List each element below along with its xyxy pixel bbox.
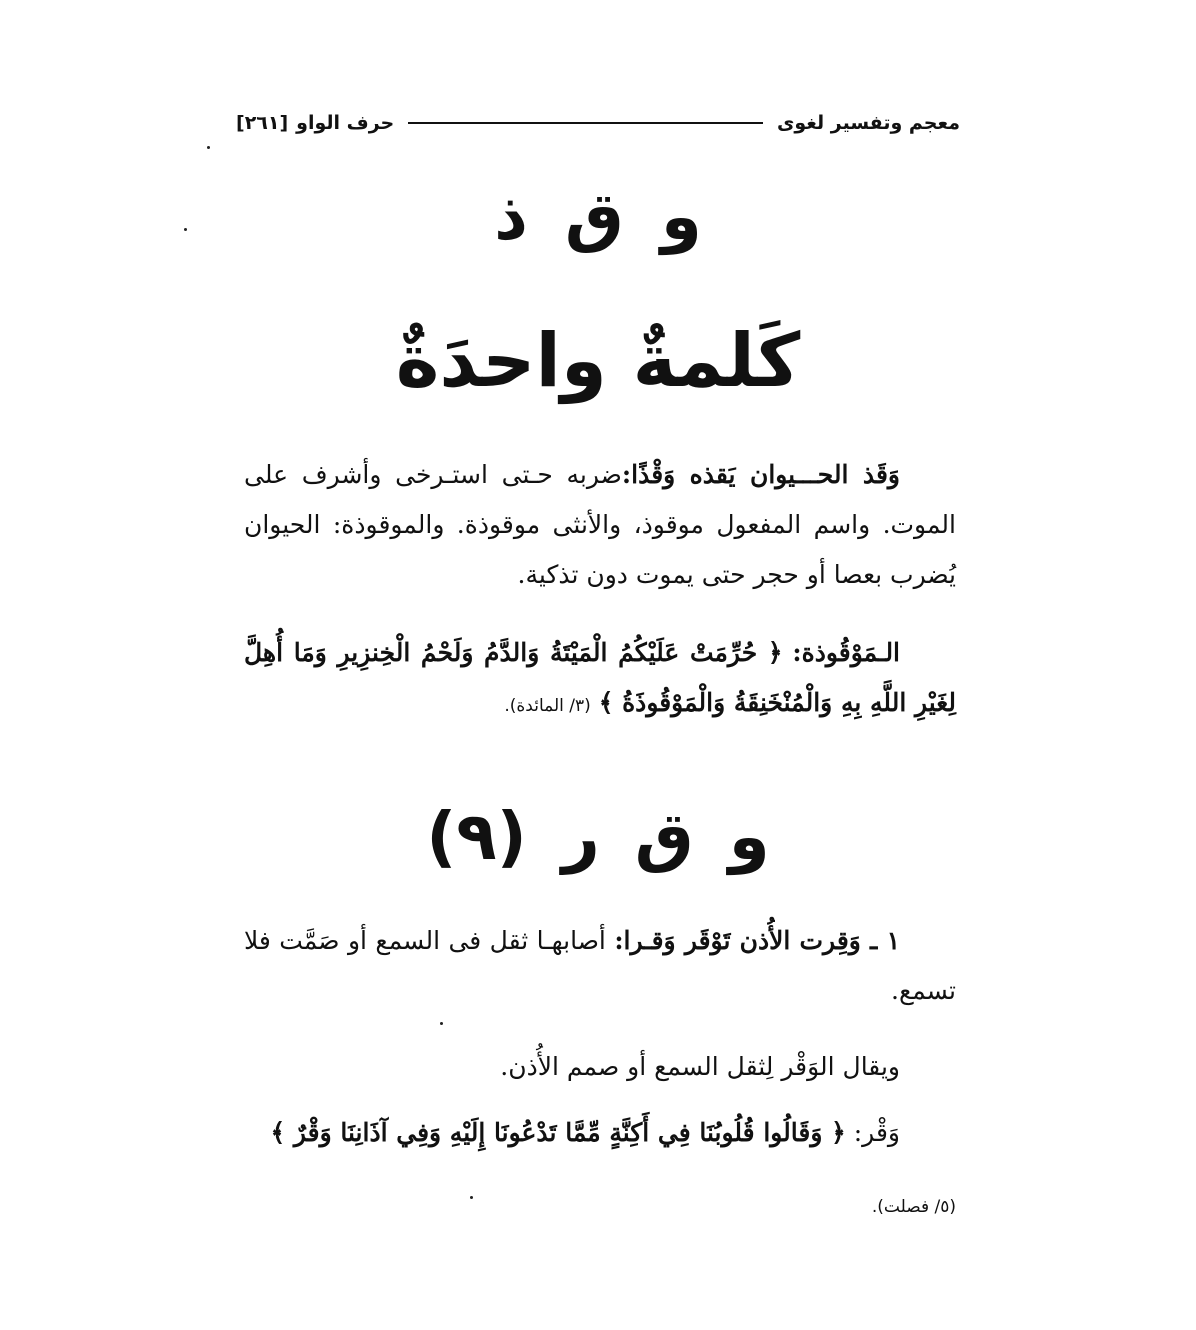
running-header: [236, 108, 960, 138]
quran-citation-paragraph: [244, 1108, 956, 1158]
definition-paragraph: [244, 1042, 956, 1092]
scan-speck: [207, 146, 210, 149]
headword: الـمَوْقُوذة:: [792, 638, 901, 667]
quran-verse: ﴿ وَقَالُوا قُلُوبُنَا فِي أَكِنَّةٍ مِّمَّا تَدْعُونَا إِلَيْهِ وَفِي آذَانِنَا وَقْرٌ ﴾: [270, 1118, 846, 1147]
entry-root-heading: و ق ذ: [494, 178, 702, 255]
scan-speck: [470, 1196, 473, 1199]
verse-reference-line: [244, 1180, 956, 1232]
definition-paragraph: [244, 916, 956, 1016]
word-count-heading: كَلمةٌ واحدَةٌ: [395, 318, 801, 404]
scan-speck: [440, 1022, 443, 1025]
chapter-title: حرف الواو: [296, 112, 395, 134]
definition-text: ضربه حـتى استـرخى وأشرف على الموت. واسم المفعول موقوذ، والأنثى موقوذة. والموقوذة: الحيوان يُضرب بعصا أو حجر حتى يموت دون تذكية.: [244, 460, 956, 589]
verse-reference: (٥/ فصلت).: [871, 1197, 956, 1217]
verse-reference: (٣/ المائدة).: [504, 696, 591, 716]
headword: ١ ـ وَقِرت الأُذن تَوْقَر وَقـرا:: [614, 926, 900, 955]
headword: وَقَذ الحـــيوان يَقذه وَقْذًا:: [621, 460, 901, 489]
scan-speck: [184, 228, 187, 231]
definition-text: ويقال الوَقْر لِثقل السمع أو صمم الأُذن.: [500, 1052, 900, 1081]
page-number: [٢٦١]: [236, 112, 289, 134]
book-title: معجم وتفسير لغوى: [776, 112, 960, 134]
header-rule: [408, 122, 763, 124]
quran-citation-paragraph: [244, 628, 956, 731]
definition-paragraph: [244, 450, 956, 600]
definition-text: أصابهـا ثقل فى السمع أو صَمَّت فلا تسمع.: [244, 926, 956, 1005]
quran-verse: ﴿ حُرِّمَتْ عَلَيْكُمُ الْمَيْتَةُ وَالدَّمُ وَلَحْمُ الْخِنزِيرِ وَمَا أُهِلَّ لِغَيْرِ اللَّهِ بِهِ وَالْمُنْخَنِقَةُ وَالْمَوْقُوذَةُ ﴾: [244, 638, 956, 717]
headword: وَقْر:: [853, 1118, 900, 1147]
entry-root-heading: و ق ر (٩): [426, 798, 770, 875]
